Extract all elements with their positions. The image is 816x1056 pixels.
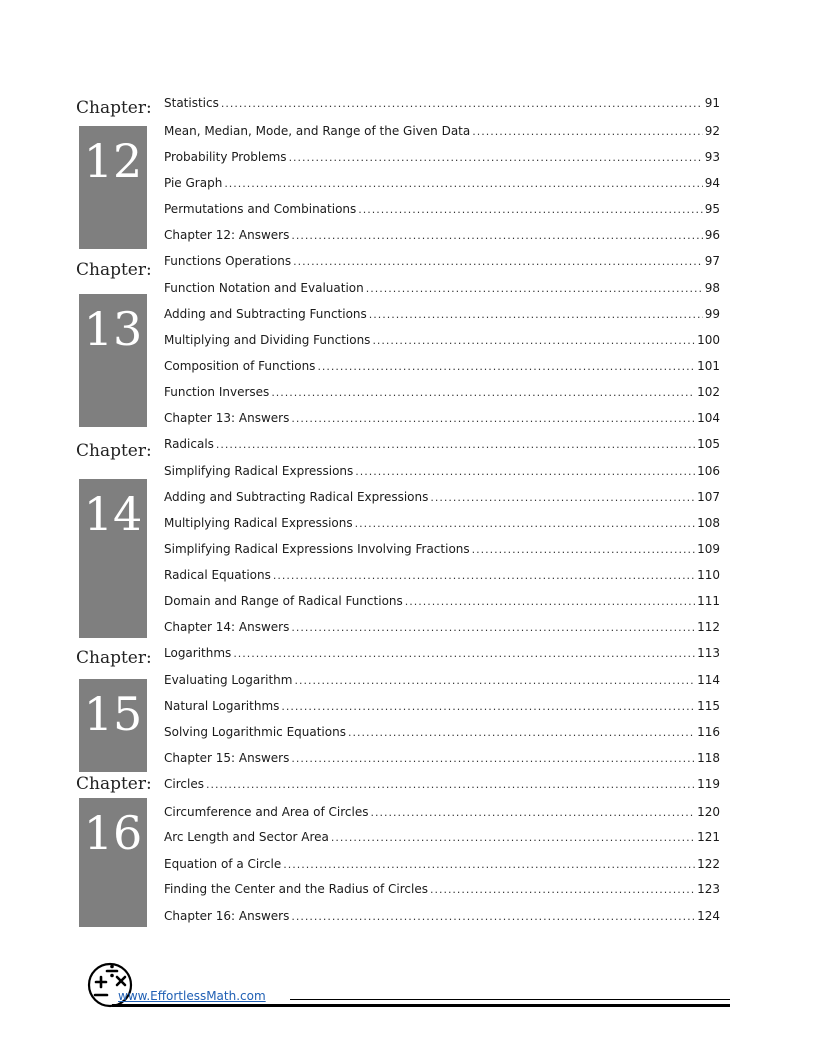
chapter-number-box (79, 479, 147, 638)
toc-entry-title: Chapter 15: Answers (164, 751, 290, 765)
dot-leader (271, 386, 695, 399)
toc-entry[interactable] (164, 594, 720, 612)
toc-entry[interactable] (164, 124, 720, 142)
dot-leader (291, 412, 695, 425)
toc-entry-page: 120 (697, 805, 720, 819)
toc-entry[interactable] (164, 96, 720, 114)
toc-entry[interactable] (164, 620, 720, 638)
dot-leader (224, 177, 702, 190)
toc-entry-page: 119 (697, 777, 720, 791)
toc-entry[interactable] (164, 150, 720, 168)
toc-entry-title: Chapter 14: Answers (164, 620, 290, 634)
chapter-number: 16 (83, 806, 143, 860)
toc-entry-page: 121 (697, 830, 720, 844)
chapter-label: Chapter: (76, 774, 152, 794)
toc-entry[interactable] (164, 176, 720, 194)
dot-leader (294, 674, 695, 687)
toc-entry[interactable] (164, 202, 720, 220)
toc-entry-page: 106 (697, 464, 720, 478)
toc-entry-title: Function Inverses (164, 385, 270, 399)
website-link[interactable]: www.EffortlessMath.com (118, 989, 266, 1003)
toc-entry[interactable] (164, 777, 720, 795)
toc-entry-title: Evaluating Logarithm (164, 673, 293, 687)
toc-entry-page: 116 (697, 725, 720, 739)
dot-leader (291, 752, 695, 765)
toc-entry-page: 123 (697, 882, 720, 896)
toc-entry-title: Logarithms (164, 646, 232, 660)
toc-entry-title: Adding and Subtracting Functions (164, 307, 367, 321)
dot-leader (283, 858, 695, 871)
toc-entry[interactable] (164, 673, 720, 691)
toc-entry[interactable] (164, 542, 720, 560)
toc-entry[interactable] (164, 333, 720, 351)
toc-entry-title: Statistics (164, 96, 219, 110)
toc-entry-title: Pie Graph (164, 176, 223, 190)
toc-entry[interactable] (164, 228, 720, 246)
dot-leader (430, 491, 695, 504)
toc-entry[interactable] (164, 751, 720, 769)
toc-entry-page: 109 (697, 542, 720, 556)
chapter-number: 14 (83, 487, 143, 541)
toc-entry-title: Natural Logarithms (164, 699, 280, 713)
toc-entry-title: Probability Problems (164, 150, 287, 164)
toc-entry-title: Chapter 16: Answers (164, 909, 290, 923)
toc-entry-page: 99 (704, 307, 720, 321)
toc-entry-title: Mean, Median, Mode, and Range of the Given Data (164, 124, 471, 138)
toc-entry-title: Finding the Center and the Radius of Circles (164, 882, 428, 896)
toc-entry[interactable] (164, 725, 720, 743)
toc-entry-page: 101 (697, 359, 720, 373)
toc-entry[interactable] (164, 646, 720, 664)
dot-leader (358, 203, 702, 216)
chapter-label: Chapter: (76, 441, 152, 461)
toc-entry[interactable] (164, 307, 720, 325)
dot-leader (317, 360, 695, 373)
toc-entry-page: 107 (697, 490, 720, 504)
toc-entry[interactable] (164, 281, 720, 299)
dot-leader (430, 883, 695, 896)
dot-leader (221, 97, 703, 110)
chapter-number: 12 (83, 134, 143, 188)
chapter-number-box (79, 679, 147, 772)
toc-entry-title: Multiplying Radical Expressions (164, 516, 353, 530)
toc-entry-title: Radicals (164, 437, 214, 451)
toc-entry-page: 96 (704, 228, 720, 242)
dot-leader (291, 229, 702, 242)
toc-entry-title: Adding and Subtracting Radical Expressions (164, 490, 429, 504)
toc-entry[interactable] (164, 568, 720, 586)
dot-leader (348, 726, 695, 739)
dot-leader (371, 806, 696, 819)
toc-entry-title: Radical Equations (164, 568, 271, 582)
dot-leader (355, 517, 695, 530)
dot-leader (472, 125, 702, 138)
dot-leader (281, 700, 695, 713)
toc-entry-page: 93 (704, 150, 720, 164)
toc-entry-page: 102 (697, 385, 720, 399)
toc-entry[interactable] (164, 437, 720, 455)
toc-entry-page: 124 (697, 909, 720, 923)
dot-leader (293, 255, 703, 268)
toc-entry-title: Equation of a Circle (164, 857, 282, 871)
toc-entry[interactable] (164, 516, 720, 534)
toc-entry-title: Arc Length and Sector Area (164, 830, 329, 844)
toc-entry-page: 97 (704, 254, 720, 268)
toc-entry[interactable] (164, 385, 720, 403)
toc-entry-page: 98 (704, 281, 720, 295)
toc-entry-page: 94 (704, 176, 720, 190)
chapter-number-box (79, 294, 147, 427)
toc-entry-page: 110 (697, 568, 720, 582)
toc-entry-title: Circles (164, 777, 204, 791)
chapter-number: 15 (83, 687, 143, 741)
toc-entry[interactable] (164, 490, 720, 508)
toc-entry-title: Chapter 12: Answers (164, 228, 290, 242)
toc-entry-page: 113 (697, 646, 720, 660)
toc-entry-page: 115 (697, 699, 720, 713)
toc-entry-title: Composition of Functions (164, 359, 316, 373)
dot-leader (206, 778, 695, 791)
toc-entry[interactable] (164, 464, 720, 482)
dot-leader (366, 282, 703, 295)
dot-leader (216, 438, 695, 451)
dot-leader (331, 831, 695, 844)
dot-leader (405, 595, 695, 608)
toc-entry-page: 105 (697, 437, 720, 451)
toc-entry[interactable] (164, 805, 720, 823)
toc-entry[interactable] (164, 359, 720, 377)
chapter-number-box (79, 798, 147, 927)
dot-leader (472, 543, 695, 556)
dot-leader (372, 334, 695, 347)
toc-entry-page: 122 (697, 857, 720, 871)
toc-entry-page: 114 (697, 673, 720, 687)
toc-entry[interactable] (164, 830, 720, 848)
toc-entry[interactable] (164, 411, 720, 429)
toc-entry-title: Chapter 13: Answers (164, 411, 290, 425)
toc-entry-page: 95 (704, 202, 720, 216)
toc-entry[interactable] (164, 857, 720, 875)
toc-entry-title: Function Notation and Evaluation (164, 281, 364, 295)
toc-entry-title: Simplifying Radical Expressions (164, 464, 354, 478)
toc-entry[interactable] (164, 909, 720, 927)
dot-leader (291, 910, 695, 923)
toc-entry-title: Multiplying and Dividing Functions (164, 333, 371, 347)
toc-entry-page: 108 (697, 516, 720, 530)
toc-entry-page: 118 (697, 751, 720, 765)
toc-entry-title: Functions Operations (164, 254, 292, 268)
toc-entry-page: 111 (697, 594, 720, 608)
toc-entry-page: 92 (704, 124, 720, 138)
dot-leader (369, 308, 703, 321)
dot-leader (273, 569, 695, 582)
chapter-number: 13 (83, 302, 143, 356)
chapter-label: Chapter: (76, 648, 152, 668)
footer-divider-thin (290, 999, 730, 1000)
toc-entry-title: Simplifying Radical Expressions Involving Fractions (164, 542, 470, 556)
toc-entry-title: Circumference and Area of Circles (164, 805, 369, 819)
toc-entry-title: Domain and Range of Radical Functions (164, 594, 403, 608)
toc-entry[interactable] (164, 699, 720, 717)
chapter-label: Chapter: (76, 260, 152, 280)
dot-leader (355, 465, 695, 478)
chapter-label: Chapter: (76, 98, 152, 118)
toc-entry-page: 100 (697, 333, 720, 347)
toc-entry[interactable] (164, 254, 720, 272)
toc-entry-title: Solving Logarithmic Equations (164, 725, 346, 739)
toc-entry-page: 112 (697, 620, 720, 634)
footer-divider-thick (112, 1004, 730, 1007)
toc-entry-title: Permutations and Combinations (164, 202, 357, 216)
dot-leader (233, 647, 695, 660)
chapter-number-box (79, 126, 147, 249)
dot-leader (289, 151, 703, 164)
dot-leader (291, 621, 695, 634)
toc-entry-page: 91 (704, 96, 720, 110)
toc-entry[interactable] (164, 882, 720, 900)
toc-entry-page: 104 (697, 411, 720, 425)
